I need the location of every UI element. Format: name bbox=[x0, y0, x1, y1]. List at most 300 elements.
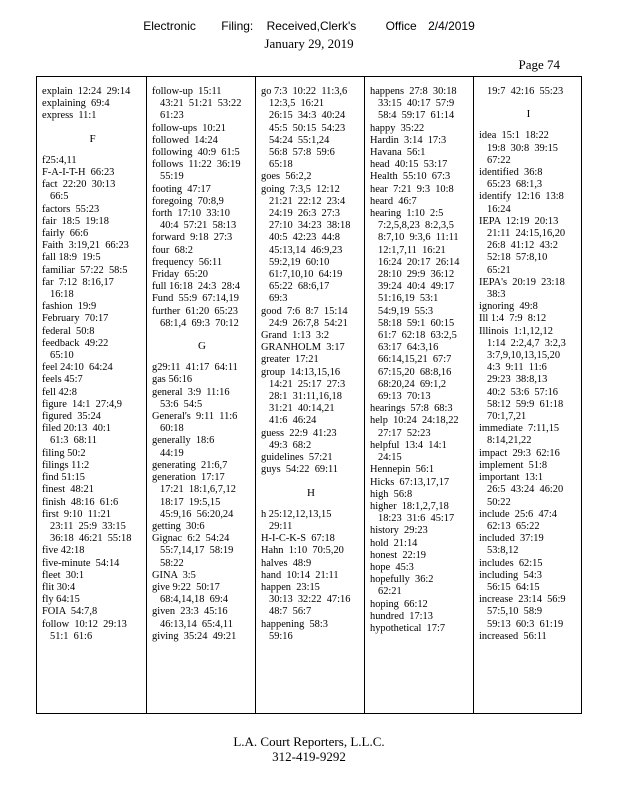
index-entry bbox=[370, 110, 470, 122]
index-entry bbox=[261, 306, 361, 330]
section-letter: I bbox=[526, 108, 531, 121]
index-continuation: 51:16,19 53:1 bbox=[378, 293, 439, 305]
index-continuation: 40:5 42:23 44:8 bbox=[269, 232, 341, 244]
index-entry bbox=[370, 342, 470, 354]
index-entry bbox=[261, 135, 361, 147]
index-continuation: 4:3 9:11 11:6 bbox=[487, 362, 547, 374]
footer-company: L.A. Court Reporters, L.L.C. bbox=[233, 734, 385, 749]
index-term: high 56:8 bbox=[370, 488, 413, 500]
index-term: IEPA 12:19 20:13 bbox=[479, 215, 559, 227]
index-continuation: 18:17 19:5,15 bbox=[160, 496, 221, 508]
index-continuation: 14:21 25:17 27:3 bbox=[269, 378, 346, 390]
index-continuation: 59:13 60:3 61:19 bbox=[487, 618, 564, 630]
index-continuation: 58:4 59:17 61:14 bbox=[378, 110, 455, 122]
index-term: heard 46:7 bbox=[370, 195, 417, 207]
index-continuation: 58:22 bbox=[160, 557, 184, 569]
index-continuation: 61:23 bbox=[160, 110, 184, 122]
index-term: explain 12:24 29:14 bbox=[42, 86, 131, 97]
index-entry bbox=[370, 245, 470, 257]
index-continuation: 53:6 54:5 bbox=[160, 398, 203, 410]
index-entry bbox=[42, 423, 143, 447]
index-term: forward 9:18 27:3 bbox=[152, 232, 233, 244]
index-continuation: 40:2 53:6 57:16 bbox=[487, 386, 559, 398]
index-entry bbox=[370, 354, 470, 366]
index-entry bbox=[152, 110, 252, 122]
index-term: frequency 56:11 bbox=[152, 256, 223, 268]
index-continuation: 3:7,9,10,13,15,20 bbox=[487, 350, 561, 362]
index-continuation: 7:2,5,8,23 8:2,3,5 bbox=[378, 220, 454, 232]
index-continuation: 59:2,19 60:10 bbox=[269, 256, 330, 268]
index-entry bbox=[479, 301, 578, 313]
index-term: including 54:3 bbox=[479, 569, 542, 581]
index-entry bbox=[152, 208, 252, 232]
index-entry bbox=[261, 257, 361, 269]
index-term: happening 58:3 bbox=[261, 618, 328, 630]
index-term: Fund 55:9 67:14,19 bbox=[152, 293, 239, 305]
index-continuation: 65:23 68:1,3 bbox=[487, 179, 543, 191]
index-entry bbox=[370, 123, 470, 135]
index-entry bbox=[370, 599, 470, 611]
index-term: ignoring 49:8 bbox=[479, 301, 538, 313]
index-entry bbox=[370, 330, 470, 342]
index-term: fly 64:15 bbox=[42, 594, 80, 606]
index-term: foregoing 70:8,9 bbox=[152, 195, 224, 207]
index-term: impact 29:3 62:16 bbox=[479, 447, 560, 459]
index-term: guidelines 57:21 bbox=[261, 452, 333, 464]
index-continuation: 45:13,14 46:9,23 bbox=[269, 244, 343, 256]
index-entry bbox=[479, 460, 578, 472]
index-entry bbox=[370, 415, 470, 439]
index-entry bbox=[42, 497, 143, 509]
index-entry bbox=[370, 623, 470, 635]
index-entry bbox=[152, 362, 252, 374]
index-entry bbox=[152, 123, 252, 135]
index-term: Ill 1:4 7:9 8:12 bbox=[479, 313, 547, 325]
index-term: helpful 13:4 14:1 bbox=[370, 439, 447, 451]
index-entry bbox=[479, 277, 578, 301]
index-continuation: 18:23 31:6 45:17 bbox=[378, 513, 455, 525]
index-continuation: 38:3 bbox=[487, 289, 506, 301]
index-term: Health 55:10 67:3 bbox=[370, 171, 451, 183]
index-entry bbox=[370, 269, 470, 281]
index-entry bbox=[42, 374, 143, 386]
index-entry bbox=[479, 423, 578, 447]
index-entry bbox=[152, 135, 252, 147]
index-continuation: 33:15 40:17 57:9 bbox=[378, 98, 455, 110]
index-entry bbox=[261, 281, 361, 293]
index-term: honest 22:19 bbox=[370, 549, 426, 561]
index-term: increased 56:11 bbox=[479, 630, 547, 642]
index-continuation: 50:22 bbox=[487, 496, 511, 508]
index-entry bbox=[152, 521, 252, 533]
index-entry bbox=[370, 232, 470, 244]
index-term: fair 18:5 19:18 bbox=[42, 215, 109, 227]
filing-date: 2/4/2019 bbox=[428, 19, 475, 33]
index-term: followed 14:24 bbox=[152, 134, 218, 146]
index-entry bbox=[370, 367, 470, 379]
index-continuation: 29:23 38:8,13 bbox=[487, 374, 548, 386]
index-term: Havana 56:1 bbox=[370, 147, 426, 159]
index-entry bbox=[370, 306, 470, 318]
index-entry bbox=[42, 448, 143, 460]
index-entry bbox=[152, 293, 252, 305]
index-term: February 70:17 bbox=[42, 313, 109, 325]
index-continuation: 45:5 50:15 54:23 bbox=[269, 122, 346, 134]
index-term: going 7:3,5 12:12 bbox=[261, 183, 340, 195]
index-entry bbox=[42, 179, 143, 203]
index-continuation: 51:1 61:6 bbox=[50, 630, 93, 642]
index-continuation: 40:4 57:21 58:13 bbox=[160, 220, 237, 232]
index-term: getting 30:6 bbox=[152, 520, 205, 532]
index-continuation: 57:5,10 58:9 bbox=[487, 606, 543, 618]
index-term: fact 22:20 30:13 bbox=[42, 179, 116, 191]
index-entry bbox=[42, 216, 143, 228]
index-term: follow-ups 10:21 bbox=[152, 122, 226, 134]
index-entry bbox=[370, 171, 470, 183]
index-entry bbox=[370, 550, 470, 562]
index-entry bbox=[42, 98, 143, 110]
index-term: FOIA 54:7,8 bbox=[42, 606, 98, 618]
index-term: Gignac 6:2 54:24 bbox=[152, 533, 230, 545]
index-term: Faith 3:19,21 66:23 bbox=[42, 240, 129, 252]
index-column-5 bbox=[473, 77, 581, 713]
index-term: generation 17:17 bbox=[152, 472, 225, 484]
index-entry bbox=[152, 460, 252, 472]
index-term: General's 9:11 11:6 bbox=[152, 411, 238, 423]
index-term: forth 17:10 33:10 bbox=[152, 208, 230, 220]
index-continuation: 70:1,7,21 bbox=[487, 411, 527, 423]
index-term: go 7:3 10:22 11:3,6 bbox=[261, 86, 348, 97]
index-entry bbox=[261, 533, 361, 545]
index-continuation: 68:20,24 69:1,2 bbox=[378, 378, 447, 390]
index-term: hypothetical 17:7 bbox=[370, 622, 446, 634]
index-term: finest 48:21 bbox=[42, 484, 94, 496]
index-column-2 bbox=[146, 77, 255, 713]
index-entry bbox=[152, 387, 252, 411]
index-continuation: 24:19 26:3 27:3 bbox=[269, 208, 341, 220]
index-entry bbox=[479, 86, 578, 98]
index-continuation: 54:24 55:1,24 bbox=[269, 134, 330, 146]
word-index-table bbox=[36, 76, 582, 714]
index-entry bbox=[261, 403, 361, 415]
index-term: happen 23:15 bbox=[261, 581, 320, 593]
index-term: higher 18:1,2,7,18 bbox=[370, 500, 449, 512]
index-term: guess 22:9 41:23 bbox=[261, 427, 337, 439]
index-entry bbox=[370, 257, 470, 269]
index-entry bbox=[370, 135, 470, 147]
index-continuation: 61:7 62:18 63:2,5 bbox=[378, 330, 457, 342]
index-term: give 9:22 50:17 bbox=[152, 581, 220, 593]
filing-word-filing: Filing: bbox=[221, 19, 254, 33]
index-continuation: 43:21 51:21 53:22 bbox=[160, 98, 242, 110]
index-term: happens 27:8 30:18 bbox=[370, 86, 457, 97]
index-entry bbox=[261, 619, 361, 643]
index-term: fashion 19:9 bbox=[42, 301, 97, 313]
index-entry bbox=[479, 472, 578, 496]
index-entry bbox=[152, 472, 252, 496]
index-continuation: 56:15 64:15 bbox=[487, 581, 540, 593]
index-continuation: 36:18 46:21 55:18 bbox=[50, 533, 132, 545]
index-continuation: 65:22 68:6,17 bbox=[269, 281, 330, 293]
index-continuation: 63:17 64:3,16 bbox=[378, 342, 439, 354]
index-entry bbox=[42, 228, 143, 240]
index-term: hopefully 36:2 bbox=[370, 574, 434, 586]
index-entry bbox=[479, 411, 578, 423]
index-entry bbox=[370, 208, 470, 232]
index-continuation: 12:3,5 16:21 bbox=[269, 98, 325, 110]
index-term: h 25:12,12,13,15 bbox=[261, 508, 332, 520]
index-term: footing 47:17 bbox=[152, 183, 211, 195]
index-entry bbox=[479, 216, 578, 240]
index-term: express 11:1 bbox=[42, 110, 97, 122]
index-entry bbox=[479, 252, 578, 264]
index-entry bbox=[261, 367, 361, 391]
index-term: Hardin 3:14 17:3 bbox=[370, 134, 447, 146]
index-entry bbox=[42, 86, 143, 98]
index-term: goes 56:2,2 bbox=[261, 171, 312, 183]
index-continuation: 29:11 bbox=[269, 520, 293, 532]
index-continuation: 30:13 32:22 47:16 bbox=[269, 594, 351, 606]
index-term: hear 7:21 9:3 10:8 bbox=[370, 183, 454, 195]
index-continuation: 62:21 bbox=[378, 586, 402, 598]
index-continuation: 23:11 25:9 33:15 bbox=[50, 520, 126, 532]
index-entry bbox=[479, 570, 578, 594]
index-entry bbox=[152, 86, 252, 110]
index-term: fairly 66:6 bbox=[42, 228, 89, 240]
index-entry bbox=[261, 245, 361, 257]
index-entry bbox=[479, 374, 578, 386]
index-term: find 51:15 bbox=[42, 472, 86, 484]
index-entry bbox=[261, 232, 361, 244]
index-entry bbox=[370, 538, 470, 550]
index-continuation: 46:13,14 65:4,11 bbox=[160, 618, 233, 630]
index-entry bbox=[42, 472, 143, 484]
index-entry bbox=[261, 293, 361, 305]
index-entry bbox=[152, 509, 252, 521]
index-term: four 68:2 bbox=[152, 244, 193, 256]
index-entry bbox=[42, 240, 143, 252]
index-entry bbox=[152, 281, 252, 293]
index-term: figured 35:24 bbox=[42, 411, 101, 423]
index-continuation: 21:11 24:15,16,20 bbox=[487, 228, 566, 240]
index-entry bbox=[42, 411, 143, 423]
index-entry bbox=[479, 265, 578, 277]
index-term: given 23:3 45:16 bbox=[152, 606, 228, 618]
index-entry bbox=[152, 582, 252, 606]
index-term: identified 36:8 bbox=[479, 167, 543, 179]
index-entry bbox=[42, 533, 143, 545]
index-entry bbox=[479, 350, 578, 362]
index-entry bbox=[42, 362, 143, 374]
index-entry bbox=[370, 391, 470, 403]
index-entry bbox=[479, 313, 578, 325]
index-term: f25:4,11 bbox=[42, 154, 77, 166]
index-entry bbox=[370, 318, 470, 330]
index-term: hold 21:14 bbox=[370, 537, 418, 549]
index-term: factors 55:23 bbox=[42, 203, 100, 215]
index-entry bbox=[42, 619, 143, 643]
index-term: flit 30:4 bbox=[42, 581, 76, 593]
index-entry bbox=[479, 326, 578, 350]
index-continuation: 66:14,15,21 67:7 bbox=[378, 354, 452, 366]
index-entry bbox=[479, 191, 578, 215]
index-entry bbox=[152, 533, 252, 557]
index-term: identify 12:16 13:8 bbox=[479, 191, 564, 203]
index-term: following 40:9 61:5 bbox=[152, 147, 240, 159]
index-term: Hennepin 56:1 bbox=[370, 464, 435, 476]
index-term: five-minute 54:14 bbox=[42, 557, 120, 569]
index-entry bbox=[152, 306, 252, 330]
index-entry bbox=[152, 269, 252, 281]
index-continuation: 54:9,19 55:3 bbox=[378, 305, 434, 317]
index-entry bbox=[42, 313, 143, 325]
index-entry bbox=[42, 387, 143, 399]
index-entry bbox=[42, 277, 143, 301]
index-entry bbox=[152, 374, 252, 386]
index-term: follow 10:12 29:13 bbox=[42, 618, 127, 630]
index-term: far 7:12 8:16,17 bbox=[42, 276, 114, 288]
index-entry bbox=[479, 155, 578, 167]
index-entry bbox=[42, 570, 143, 582]
index-entry bbox=[42, 460, 143, 472]
index-entry bbox=[42, 582, 143, 594]
index-entry bbox=[261, 509, 361, 533]
index-entry bbox=[42, 484, 143, 496]
index-entry bbox=[42, 301, 143, 313]
index-continuation: 69:13 70:13 bbox=[378, 391, 431, 403]
index-entry bbox=[261, 220, 361, 232]
index-entry bbox=[479, 167, 578, 191]
index-entry bbox=[370, 501, 470, 525]
index-continuation: 60:18 bbox=[160, 423, 184, 435]
index-entry bbox=[152, 497, 252, 509]
index-continuation: 28:10 29:9 36:12 bbox=[378, 269, 455, 281]
index-continuation: 27:10 34:23 38:18 bbox=[269, 220, 351, 232]
index-entry bbox=[261, 342, 361, 354]
index-term: fall 18:9 19:5 bbox=[42, 252, 101, 264]
index-continuation: 48:7 56:7 bbox=[269, 606, 312, 618]
index-term: history 29:23 bbox=[370, 525, 428, 537]
index-term: feels 45:7 bbox=[42, 374, 83, 386]
index-term: increase 23:14 56:9 bbox=[479, 594, 566, 606]
index-term: H-I-C-K-S 67:18 bbox=[261, 533, 335, 545]
index-entry bbox=[42, 509, 143, 533]
index-term: immediate 7:11,15 bbox=[479, 423, 560, 435]
index-term: IEPA's 20:19 23:18 bbox=[479, 276, 565, 288]
index-entry bbox=[370, 196, 470, 208]
index-term: gas 56:16 bbox=[152, 374, 193, 386]
index-continuation: 55:19 bbox=[160, 171, 184, 183]
index-entry bbox=[42, 155, 143, 167]
index-term: federal 50:8 bbox=[42, 325, 95, 337]
index-entry bbox=[152, 435, 252, 459]
index-entry bbox=[370, 86, 470, 110]
index-entry bbox=[261, 415, 361, 427]
index-entry bbox=[152, 232, 252, 244]
index-entry bbox=[370, 379, 470, 391]
index-continuation: 16:24 20:17 26:14 bbox=[378, 256, 460, 268]
index-entry bbox=[42, 545, 143, 557]
index-entry bbox=[261, 545, 361, 557]
index-entry bbox=[261, 171, 361, 183]
index-entry bbox=[261, 86, 361, 110]
index-continuation: 59:16 bbox=[269, 630, 293, 642]
index-entry bbox=[370, 403, 470, 415]
index-continuation: 39:24 40:4 49:17 bbox=[378, 281, 455, 293]
index-term: fleet 30:1 bbox=[42, 569, 85, 581]
index-term: further 61:20 65:23 bbox=[152, 305, 238, 317]
index-term: full 16:18 24:3 28:4 bbox=[152, 281, 241, 293]
index-entry bbox=[479, 533, 578, 557]
index-entry bbox=[479, 509, 578, 533]
index-term: familiar 57:22 58:5 bbox=[42, 264, 128, 276]
index-continuation: 27:17 52:23 bbox=[378, 427, 431, 439]
section-letter: G bbox=[198, 340, 206, 353]
index-entry bbox=[42, 204, 143, 216]
index-entry bbox=[261, 110, 361, 122]
index-entry bbox=[152, 558, 252, 570]
index-term: hearing 1:10 2:5 bbox=[370, 208, 444, 220]
index-term: included 37:19 bbox=[479, 533, 544, 545]
footer-phone: 312-419-9292 bbox=[272, 749, 346, 764]
index-term: happy 35:22 bbox=[370, 122, 425, 134]
index-entry bbox=[370, 281, 470, 293]
index-term: F-A-I-T-H 66:23 bbox=[42, 167, 115, 179]
index-entry bbox=[261, 391, 361, 403]
index-term: giving 35:24 49:21 bbox=[152, 630, 237, 642]
index-entry bbox=[42, 594, 143, 606]
index-term: help 10:24 24:18,22 bbox=[370, 415, 459, 427]
index-term: generally 18:6 bbox=[152, 435, 215, 447]
index-continuation: 24:15 bbox=[378, 452, 402, 464]
index-continuation: 55:7,14,17 58:19 bbox=[160, 545, 234, 557]
index-entry bbox=[152, 411, 252, 435]
index-entry bbox=[370, 562, 470, 574]
index-entry bbox=[370, 159, 470, 171]
section-letter: H bbox=[307, 486, 315, 499]
index-term: hundred 17:13 bbox=[370, 610, 433, 622]
index-entry bbox=[152, 631, 252, 643]
index-continuation: 66:5 bbox=[50, 191, 69, 203]
index-entry bbox=[261, 606, 361, 618]
index-continuation: 19:7 42:16 55:23 bbox=[487, 86, 564, 97]
index-continuation: 16:18 bbox=[50, 289, 74, 301]
index-term: implement 51:8 bbox=[479, 459, 548, 471]
index-continuation: 67:22 bbox=[487, 154, 511, 166]
index-continuation: 8:14,21,22 bbox=[487, 435, 532, 447]
index-entry bbox=[261, 184, 361, 208]
index-term: figure 14:1 27:4,9 bbox=[42, 398, 122, 410]
index-entry bbox=[152, 245, 252, 257]
index-term: filing 50:2 bbox=[42, 447, 86, 459]
index-continuation: 49:3 68:2 bbox=[269, 439, 312, 451]
index-continuation: 65:18 bbox=[269, 159, 293, 171]
filing-stamp bbox=[0, 19, 618, 33]
index-entry bbox=[42, 110, 143, 122]
index-continuation: 31:21 40:14,21 bbox=[269, 403, 335, 415]
index-entry bbox=[479, 130, 578, 154]
index-term: hoping 66:12 bbox=[370, 598, 428, 610]
index-entry bbox=[479, 631, 578, 643]
index-continuation: 62:13 65:22 bbox=[487, 520, 540, 532]
index-continuation: 16:24 bbox=[487, 203, 511, 215]
index-entry bbox=[479, 448, 578, 460]
index-term: idea 15:1 18:22 bbox=[479, 130, 549, 142]
index-term: feel 24:10 64:24 bbox=[42, 362, 113, 374]
index-column-4 bbox=[364, 77, 473, 713]
index-entry bbox=[152, 184, 252, 196]
page-number: Page 74 bbox=[518, 57, 560, 72]
